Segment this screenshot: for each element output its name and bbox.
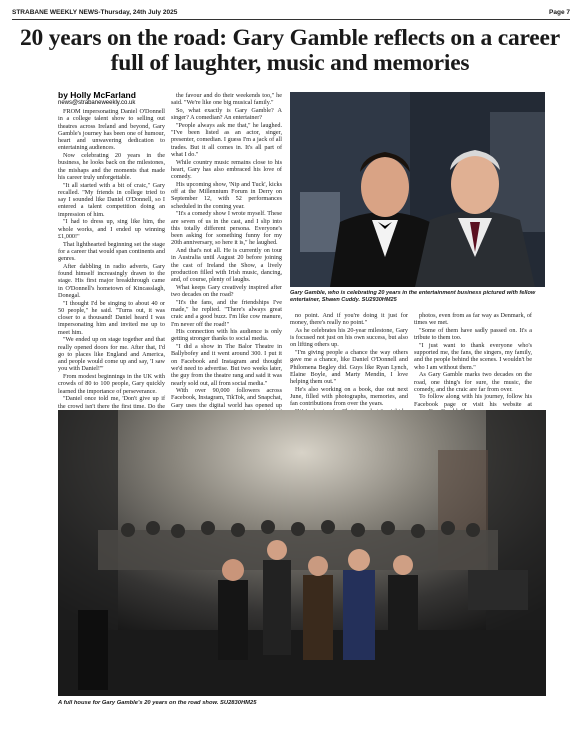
concert-illustration [58, 410, 546, 696]
concert-photo [58, 410, 546, 696]
article-column-3: no point. And if you're doing it just for money, there's really no point." As he celebrates his 20-year milestone, Gary is focused not just on his own success, but also on lifting others up. "I'm giving people a chance the way others gave me a chance, like Daniel O'Donnell and Philomena Begley did. Guys like Ryan Lynch, Elaine Boyle, and Marty Mendin, I love helping them out." He's also working on a book, due out next June, filled with photographs, memories, and fan contributions from over the years. [290, 312, 408, 408]
page-number: Page 7 [549, 8, 570, 16]
article-headline: 20 years on the road: Gary Gamble reflects on a career full of laughter, music and memories [19, 25, 561, 76]
concert-caption: A full house for Gary Gamble's 20 years on the road show. SU2830HM25 [58, 700, 257, 706]
portrait-illustration [290, 92, 545, 287]
paper-dateline: STRABANE WEEKLY NEWS-Thursday, 24th July 2025 [12, 8, 178, 16]
article-column-1: FROM impersonating Daniel O'Donnell in a college talent show to selling out theatres across Ireland and beyond, Gary Gamble's journey has been one of humour, heart and unwavering dedication to entertaining audiences. Now celebrating 20 years in the business, he looks back on the milestones, the mishaps and the moments that made his career truly unforgettable. "It all started with a bit of craic," Gary recalled. "My friends in college tried to say I sounded like Daniel O'Donnell, so I entered a talent competition doing an impression of him. "I had to dress up, sing like him, the whole works, and I ended up winning £1,000!" That lighthearted beginning set the stage for a career that would span continents and genres. After dabbling in radio adverts, Gary found himself increasingly drawn to the stage. His first major breakthrough came in O'Donnell's hometown of Kincasslagh, Donegal. "I thought I'd be singing to about 40 or 50 people," he said. "Turns out, it was closer to a thousand! Daniel heard I was impersonating him and invited me up to meet him. "We ended up on stage together and that really opened doors for me. After that, I'd go to places like England and America, and people would come up and say, 'I saw you with Daniel!'" From modest beginnings in the UK with crowds of 80 to 100 people, Gary quickly learned the importance of perseverance. "Daniel once told me, 'Don't give up if the crowd isn't there the first time. Do the [58, 108, 165, 410]
article-column-4: photos, even from as far way as Denmark, of times we met. "Some of them have sadly passed on. It's a tribute to them too. "I just want to thank everyone who's supported me, the fans, the singers, my family, and the people behind the scenes. I wouldn't be who I am without them." As Gary Gamble marks two decades on the road, one thing's for sure, the music, the comedy, and the craic are far from over. To follow along with his journey, follow his Facebook page or visit his website at [414, 312, 532, 408]
header-rule [12, 19, 570, 20]
author-email[interactable]: news@strabaneweekly.co.uk [58, 100, 136, 106]
article-column-2: the favour and do their weekends too," he said. "We're like one big musical family." So, what exactly is Gary Gamble? A singer? A comedian? An entertainer? "People always ask me that," he laughed. "I've been listed as an actor, singer, presenter, comedian. I guess I'm a jack of all trades. But it all comes in. It's all part of what I do." While country music remains close to his heart, Gary has also embraced his love of comedy. His upcoming show, 'Nip and Tuck', kicks off at the Millennium Forum in Derry on September 12, with 52 performances scheduled in the coming year. "It's a comedy show I wrote myself. These are seven of us in the cast, and I slip into this totally different persona. Everyone's been asking for something funny for my 20th anniversary, so here it is," he laughed. And that's not all. He is currently on tour in Australia until August 20 before joining the cast of Ireland the Show, a lively production filled with Irish music, dancing, and, of course, plenty of laughs. What keeps Gary creatively inspired after two decades on the road? "It's the fans, and the friendships I've made," he replied. "There's always great craic and a good buzz. I'm like cow manure, I'm never off the road!" His connection with his audience is only getting stronger thanks to social media. "I did a show in The Balor Theatre in Ballybofey and it went around 300. I put it on Facebook and Instagram and thought we'd need to advertise. But two weeks later, the guy from the theatre rang and said it was nearly sold out, all from social media." With over 90,000 followers across Facebook, Instagram, TikTok, and Snapchat, Gary uses the digital world has opened up [171, 92, 282, 409]
portrait-caption: Gary Gamble, who is celebrating 20 years in the entertainment business pictured with fellow entertainer, Shawn Cuddy. SU2930HM25 [290, 290, 536, 303]
byline: by Holly McFarland [58, 90, 136, 100]
portrait-photo [290, 92, 545, 287]
page-header [12, 6, 570, 18]
